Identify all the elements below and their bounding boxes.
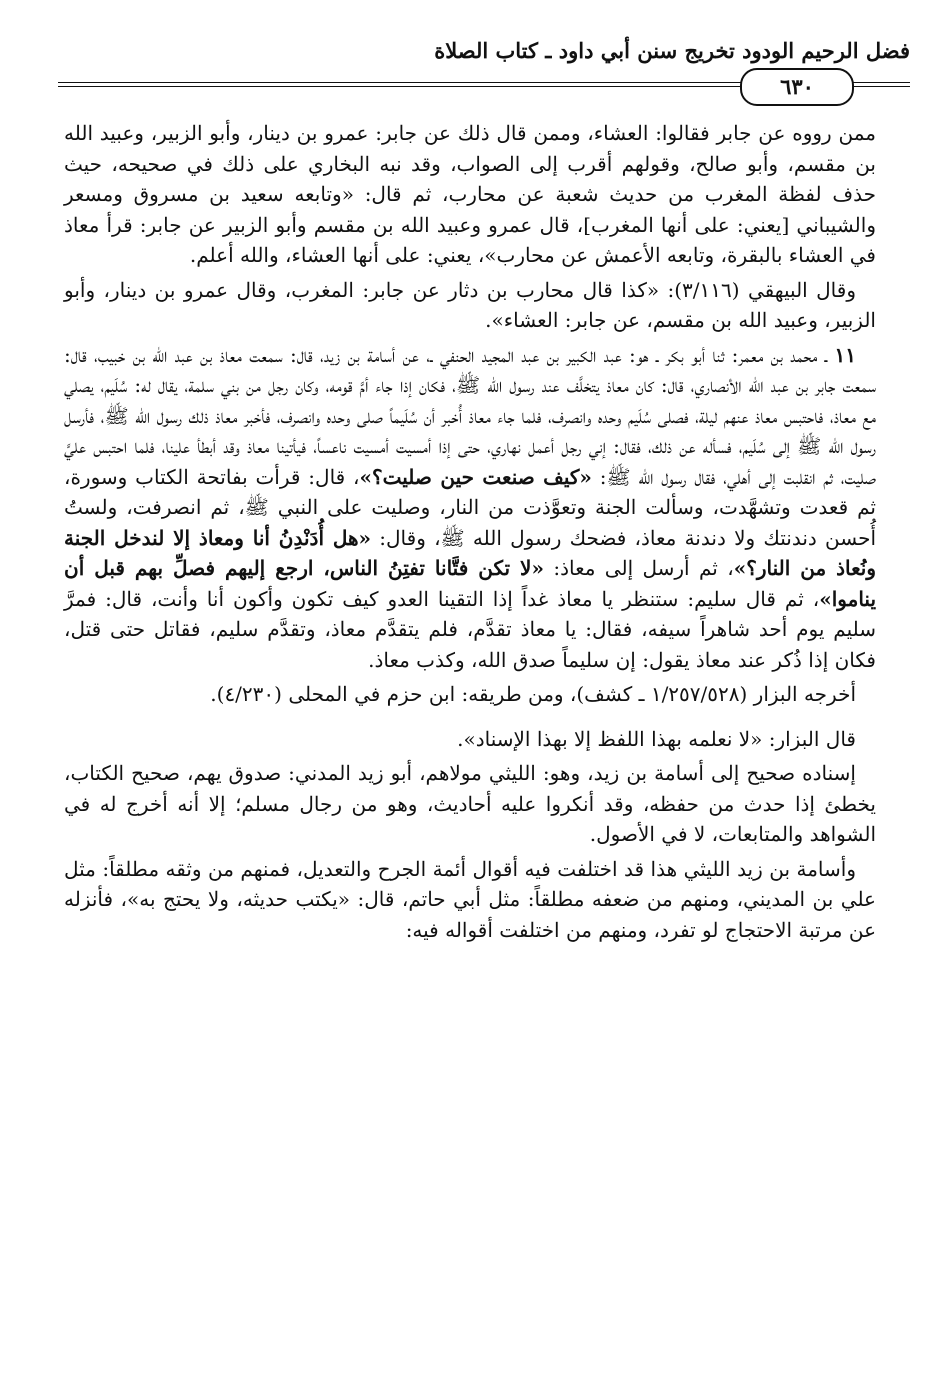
paragraph-2: وقال البيهقي (٣/١١٦): «كذا قال محارب بن دثار عن جابر: المغرب، وقال عمرو بن دينار، وأبو الزبير، وعبيد الله بن مقسم، عن جابر: العشاء». (64, 277, 876, 332)
hadith-text-part-1: أسامة بن زيد، قال: سمعت معاذ بن عبد الله بن خبيب، قال: سمعت جابر بن عبد الله الأنصاري، قال: كان معاذ يتخلَّف عند رسول الله ﷺ، فكان إذا جاء أمَّ قومه، وكان رجل من بني سلمة، يقال له: سُلَيم، يصلي مع معاذ، فاحتبس معاذ عنهم ليلة، فصلى سُلَيم وحده وانصرف، فلما جاء معاذ أُخبر أن سُلَيماً صلى وحده وانصرف، فأخبر معاذ ذلك رسول الله ﷺ، فأرسل رسول الله ﷺ إلى سُلَيم، فسأله عن ذلك، فقال: إني رجل أعمل نهاري، حتى إذا أمسيت أمسيت ناعساً، فيأتينا معاذ وقد أبطأ علينا، فلما احتبس عليَّ صليت، ثم انقلبت إلى أهلي، فقال رسول الله ﷺ: (64, 342, 877, 489)
running-title: فضل الرحيم الودود تخريج سنن أبي داود ـ كتاب الصلاة (434, 38, 910, 63)
prophetic-quote-dont-be-fattan: «لا تكن فتَّانا تفتِنُ الناس، ارجع إليهم فصلِّ بهم قبل أن يناموا» (64, 556, 877, 611)
hadith-text-connector-1: ، قال: (308, 464, 360, 489)
paragraph-1: ممن رووه عن جابر فقالوا: العشاء، وممن قال ذلك عن جابر: عمرو بن دينار، وأبو الزبير، وعبيد الله بن مقسم، وأبو صالح، وقولهم أقرب إلى الصواب، وقد نبه البخاري على ذلك في صحيحه، حيث حذف لفظة المغرب من حديث شعبة عن محارب، ثم قال: «وتابعه سعيد بن مسروق ومسعر والشيباني [يعني: على أنها المغرب]، قال عمرو وعبيد الله بن مقسم وأبو الزبير عن جابر: قرأ معاذ في العشاء بالبقرة، وتابعه الأعمش عن محارب»، يعني: على أنها العشاء، والله أعلم. (64, 121, 876, 267)
hadith-paragraph (64, 340, 876, 676)
page-body (64, 118, 876, 949)
page-number: ٦٣٠ (740, 68, 854, 106)
hadith-text-part-2: قرأت بفاتحة الكتاب وسورة، ثم قعدت وتشهَّدت، وسألت الجنة وتعوَّذت من النار، وصليت على النبي ﷺ، ثم انصرفت، ولستُ أُحسن دندنتك ولا دندنة معاذ، فضحك رسول الله ﷺ، وقال: (64, 464, 876, 550)
hadith-text-part-3: ثم أرسل إلى معاذ: (553, 556, 718, 580)
isnad-grading-paragraph: إسناده صحيح إلى أسامة بن زيد، وهو: الليثي مولاهم، أبو زيد المدني: صدوق يهم، صحيح الكتاب، يخطئ إذا حدث من حفظه، وقد أنكروا عليه أحاديث، وهو من رجال مسلم؛ إلا أنه أخرج له في الشواهد والمتابعات، لا في الأصول. (64, 761, 876, 846)
hadith-isnad-start: ـ محمد بن معمر: ثنا أبو بكر ـ هو: عبد الكبير بن عبد المجيد الحنفي ـ، عن (402, 342, 828, 367)
takhrij-paragraph: أخرجه البزار (١/٢٥٧/٥٢٨ ـ كشف)، ومن طريقه: ابن حزم في المحلى (٤/٢٣٠). (210, 682, 856, 706)
hadith-text-connector-2: ، (727, 556, 734, 580)
page-header (58, 30, 910, 99)
hadith-number: ١١ (834, 342, 857, 367)
usama-critics-paragraph: وأسامة بن زيد الليثي هذا قد اختلفت فيه أقوال أئمة الجرح والتعديل، فمنهم من وثقه مطلقاً: مثل علي بن المديني، ومنهم من ضعفه مطلقاً: مثل أبي حاتم، قال: «يكتب حديثه، ولا يحتج به»، فأنزله عن مرتبة الاحتجاج لو تفرد، ومنهم من اختلفت أقواله فيه: (64, 856, 876, 942)
prophetic-quote-we-murmur: «هل أُدَنْدِنُ أنا ومعاذ إلا لندخل الجنة ونُعاذ من النار؟» (64, 525, 877, 580)
hadith-text-connector-3: ، (812, 586, 820, 611)
prophetic-quote-how-prayed: «كيف صنعت حين صليت؟» (359, 464, 592, 489)
hadith-text-part-4: ثم قال سليم: ستنظر يا معاذ غداً إذا التقينا العدو كيف تكون وأكون أنا وأنت، قال: فمرَّ سليم يوم أحد شاهراً سيفه، فقال: يا معاذ تقدَّم، فلم يتقدَّم معاذ، وتقدَّم سليم، فقاتل حتى قتل، فكان إذا ذُكر عند معاذ يقول: إن سليماً صدق الله، وكذب معاذ. (64, 586, 876, 672)
bazzar-quote-paragraph: قال البزار: «لا نعلمه بهذا اللفظ إلا بهذا الإسناد». (457, 726, 856, 751)
